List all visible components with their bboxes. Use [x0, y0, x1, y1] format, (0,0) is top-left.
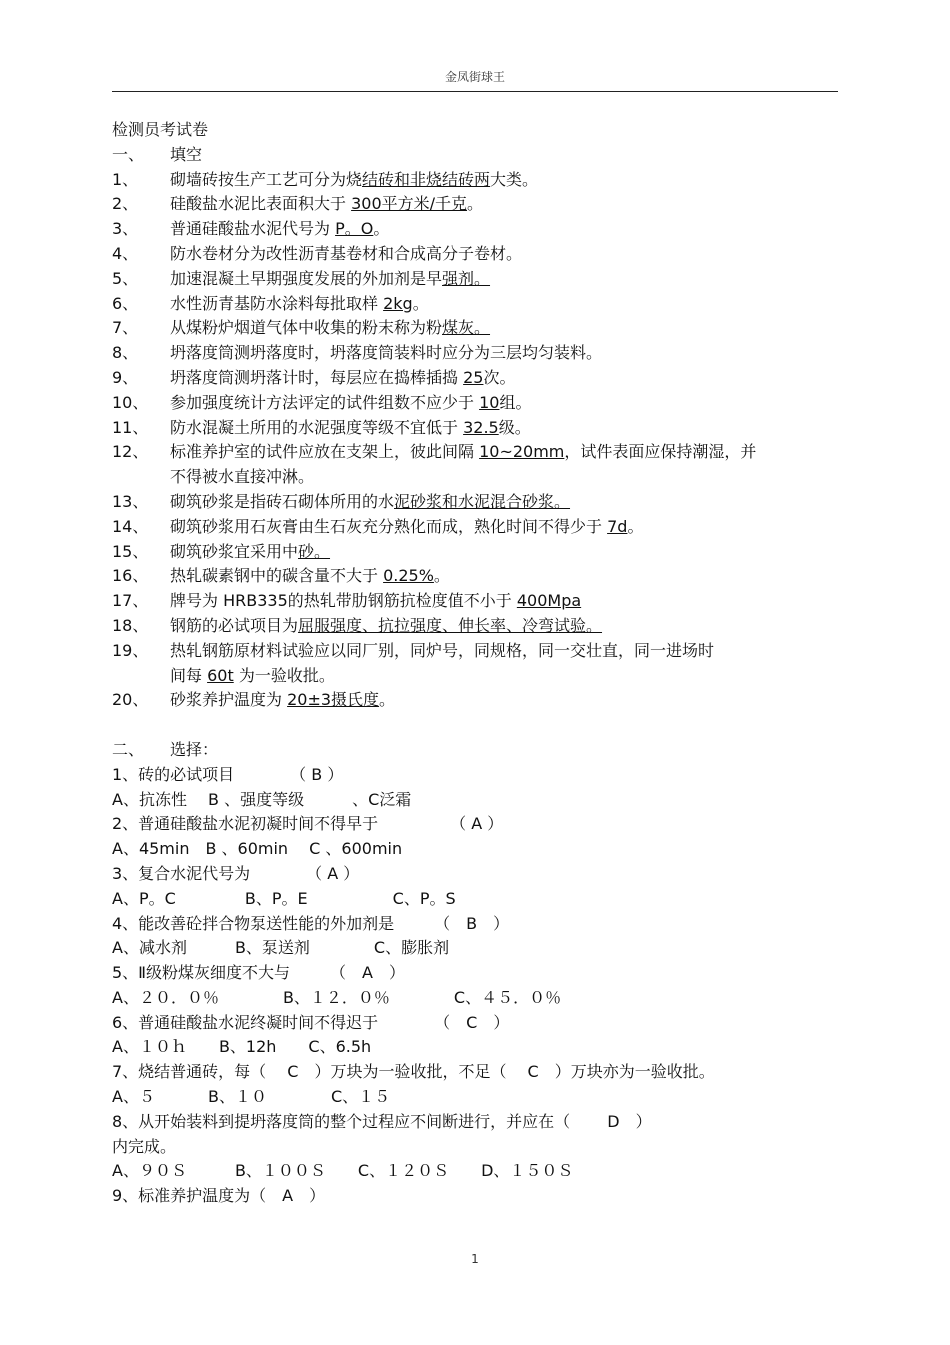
question-text: 砌墙砖按生产工艺可分为烧 [170, 169, 363, 189]
choice-line: A、45min B 、60min C 、600min [112, 839, 403, 859]
question-number: 20、 [112, 690, 149, 710]
question-line [112, 490, 842, 515]
question-number: 3、 [112, 219, 139, 239]
answer-underlined: 2kg [383, 293, 413, 313]
choice-line: 8、从开始装料到提坍落度筒的整个过程应不间断进行，并应在（ D ） [112, 1111, 652, 1131]
question-line [112, 614, 842, 639]
choice-line: A、P。C B、P。E C、P。S [112, 888, 456, 908]
question-number: 17、 [112, 591, 149, 611]
question-text-tail: 。 [586, 343, 603, 363]
question-text: 砌筑砂浆用石灰膏由生石灰充分熟化而成，熟化时间不得少于 [170, 516, 608, 536]
question-continuation [112, 664, 842, 689]
question-text: 硅酸盐水泥比表面积大于 [170, 194, 352, 214]
question-text-tail: 组。 [499, 392, 532, 412]
page-number: 1 [471, 1252, 479, 1266]
question-text-tail: 。 [433, 566, 450, 586]
question-text: 普通硅酸盐水泥代号为 [170, 219, 336, 239]
question-number: 6、 [112, 293, 139, 313]
question-number: 16、 [112, 566, 149, 586]
answer-underlined: P。O [335, 219, 374, 239]
question-text-tail: 级。 [498, 417, 531, 437]
question-number: 14、 [112, 516, 149, 536]
answer-underlined: 32.5 [463, 417, 499, 437]
answer-underlined: 25 [463, 367, 484, 387]
question-line [112, 391, 842, 416]
answer-underlined: 强剂。 [442, 268, 491, 288]
choice-line: 7、烧结普通砖，每（ C ）万块为一验收批，不足（ C ）万块亦为一验收批。 [112, 1062, 715, 1082]
question-continuation: 不得被水直接冲淋。 [170, 467, 315, 487]
question-number: 7、 [112, 318, 139, 338]
question-text-tail: 。 [506, 243, 523, 263]
question-number: 13、 [112, 491, 149, 511]
fill-in-blank-list [112, 168, 842, 714]
question-text: 坍落度筒测坍落计时，每层应在捣棒插捣 [170, 367, 464, 387]
question-text: 坍落度筒测坍落度时，坍落度筒装料时应分为三层均匀装料 [170, 343, 587, 363]
question-text: 砌筑砂浆是指砖石砌体所用的水 [170, 491, 395, 511]
question-line [112, 267, 842, 292]
question-text-tail: 。 [467, 194, 484, 214]
question-line [112, 688, 842, 713]
section-2-label: 选择： [170, 739, 219, 759]
header-rule [112, 91, 838, 92]
choice-line: A、５ B、１０ C、１５ [112, 1087, 391, 1107]
answer-underlined: 煤灰。 [442, 318, 491, 338]
question-number: 15、 [112, 541, 149, 561]
question-text-tail: 大类。 [490, 169, 539, 189]
question-text-tail: 次。 [483, 367, 516, 387]
question-text: 钢筋的必试项目为 [170, 615, 299, 635]
question-text: 牌号为 HRB335的热轧带肋钢筋抗检度值不小于 [170, 591, 517, 611]
question-line [112, 564, 842, 589]
answer-underlined: 60t [207, 665, 234, 685]
question-text-tail: 。 [412, 293, 429, 313]
question-text: 水性沥青基防水涂料每批取样 [170, 293, 384, 313]
question-number: 19、 [112, 640, 149, 660]
question-text: 防水卷材分为改性沥青基卷材和合成高分子卷材 [170, 243, 507, 263]
section-2-heading [112, 738, 842, 763]
answer-underlined: 屈服强度、抗拉强度、伸长率、冷弯试验。 [298, 615, 603, 635]
choice-line: A、９０Ｓ B、１００Ｓ C、１２０Ｓ D、１５０Ｓ [112, 1161, 574, 1181]
section-1-label: 填空 [170, 144, 203, 164]
question-text: 参加强度统计方法评定的试件组数不应少于 [170, 392, 480, 412]
question-number: 12、 [112, 442, 149, 462]
question-number: 2、 [112, 194, 139, 214]
question-number: 11、 [112, 417, 149, 437]
question-text: 热轧碳素钢中的碳含量不大于 [170, 566, 384, 586]
question-line [112, 217, 842, 242]
question-line [112, 589, 842, 614]
answer-underlined: 20±3摄氏度 [287, 690, 380, 710]
question-number: 18、 [112, 615, 149, 635]
answer-underlined: 0.25% [383, 566, 434, 586]
answer-underlined: 结砖和非烧结砖两 [362, 169, 491, 189]
answer-underlined: 泥砂浆和水泥混合砂浆。 [394, 491, 571, 511]
question-number: 4、 [112, 243, 139, 263]
choice-line: A、２０．０％ B、１２．０％ C、４５．０％ [112, 987, 562, 1007]
question-text-tail: 。 [373, 219, 390, 239]
question-number: 1、 [112, 169, 139, 189]
question-line [112, 316, 842, 341]
question-number: 5、 [112, 268, 139, 288]
section-2-number: 二、 [112, 739, 145, 759]
question-line [112, 366, 842, 391]
answer-underlined: 400Mpa [516, 591, 582, 611]
question-text: 砂浆养护温度为 [170, 690, 288, 710]
answer-underlined: 7d [607, 516, 628, 536]
question-line [112, 192, 842, 217]
choice-line: 内完成。 [112, 1136, 177, 1156]
choice-line: 2、普通硅酸盐水泥初凝时间不得早于 （ A ） [112, 814, 504, 834]
question-text: 热轧钢筋原材料试验应以同厂别，同炉号，同规格，同一交壮直，同一进场时 [170, 640, 715, 660]
question-text-tail: 为一验收批。 [233, 665, 335, 685]
choice-line: 4、能改善砼拌合物泵送性能的外加剂是 （ B ） [112, 913, 510, 933]
choice-line: 6、普通硅酸盐水泥终凝时间不得迟于 （ C ） [112, 1012, 510, 1032]
question-text: 加速混凝土早期强度发展的外加剂是早 [170, 268, 443, 288]
question-line [112, 242, 842, 267]
section-1-number: 一、 [112, 144, 145, 164]
choice-line: A、抗冻性 B 、强度等级 、C泛霜 [112, 789, 412, 809]
section-1-heading [112, 143, 842, 168]
choice-line: 9、标准养护温度为（ A ） [112, 1186, 326, 1206]
question-number: 10、 [112, 392, 149, 412]
answer-underlined: 10~20mm [479, 442, 565, 462]
choice-line: A、减水剂 B、泵送剂 C、膨胀剂 [112, 938, 450, 958]
multiple-choice-list [112, 763, 842, 1209]
answer-underlined: 10 [479, 392, 500, 412]
question-text-tail: 。 [379, 690, 396, 710]
question-line [112, 292, 842, 317]
question-line [112, 639, 842, 664]
question-number: 9、 [112, 367, 139, 387]
question-text-tail: ，试件表面应保持潮湿，并 [564, 442, 757, 462]
question-line [112, 168, 842, 193]
section-gap [112, 713, 842, 738]
answer-underlined: 砂。 [298, 541, 331, 561]
choice-line: 3、复合水泥代号为 （ A ） [112, 863, 360, 883]
question-line [112, 540, 842, 565]
answer-underlined: 300平方米/千克 [351, 194, 468, 214]
question-text: 防水混凝土所用的水泥强度等级不宜低于 [170, 417, 464, 437]
choice-line: 5、Ⅱ级粉煤灰细度不大与 （ A ） [112, 963, 406, 983]
choice-line: A、１０ｈ B、12h C、6.5h [112, 1037, 372, 1057]
question-text: 间每 [170, 665, 208, 685]
question-text: 从煤粉炉烟道气体中收集的粉末称为粉 [170, 318, 443, 338]
exam-title: 检测员考试卷 [112, 120, 209, 139]
question-number: 8、 [112, 343, 139, 363]
choice-line: 1、砖的必试项目 （ B ） [112, 764, 344, 784]
question-line [112, 341, 842, 366]
question-line [112, 440, 842, 465]
exam-content [112, 118, 842, 1209]
question-text-tail: 。 [627, 516, 644, 536]
question-line [112, 416, 842, 441]
question-text: 标准养护室的试件应放在支架上，彼此间隔 [170, 442, 480, 462]
question-line [112, 515, 842, 540]
question-text: 砌筑砂浆宜采用中 [170, 541, 299, 561]
page-header: 金凤街球王 [444, 70, 505, 84]
